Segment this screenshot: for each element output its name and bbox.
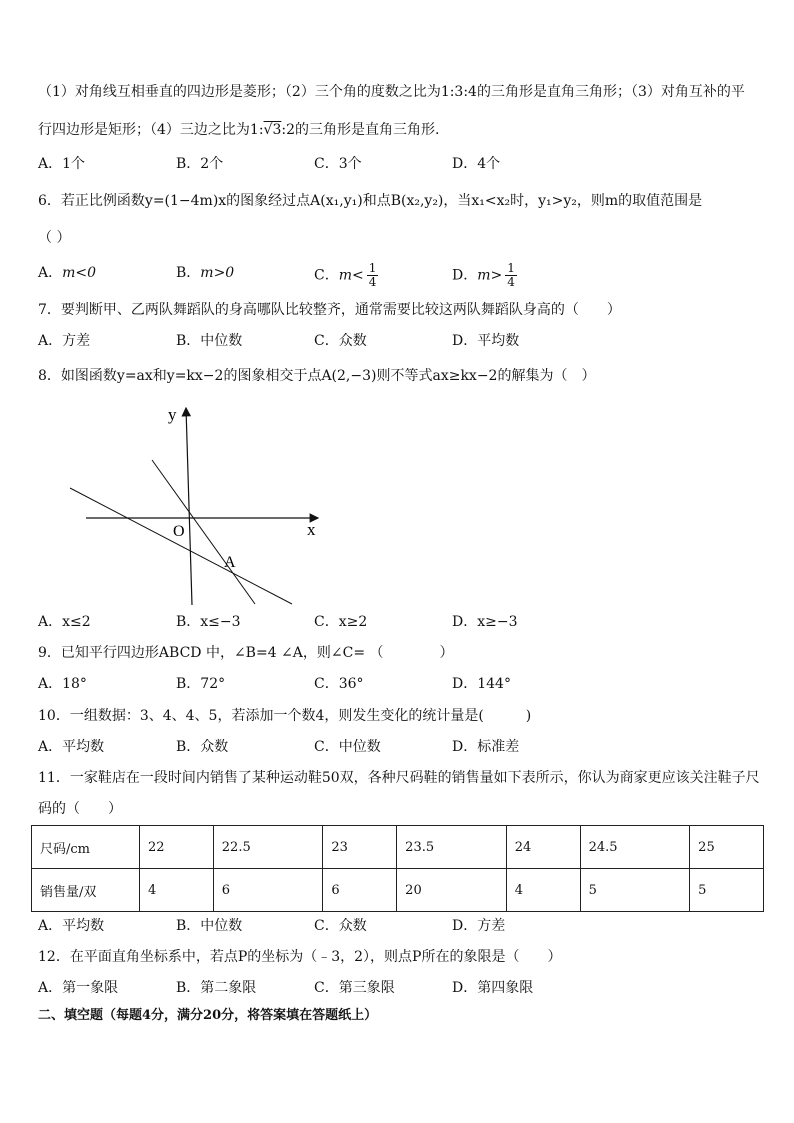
q9-option-d[interactable]: D．144° [452,676,511,692]
q5-option-c[interactable]: C．3个 [314,156,362,172]
q12-statement: 12．在平面直角坐标系中，若点P的坐标为（﹣3，2），则点P所在的象限是（ ） [38,949,562,965]
point-a-label: A [224,554,236,571]
q5-options [38,153,598,175]
q11-options [38,915,598,937]
section-2-heading: 二、填空题（每题4分，满分20分，将答案填在答题纸上） [38,1008,378,1023]
q6-option-a-label: A． [38,265,63,281]
table-cell: 22.5 [213,826,323,869]
q7-option-c[interactable]: C．众数 [314,333,367,349]
table-cell: 24.5 [580,826,690,869]
q8-statement: 8．如图函数y=ax和y=kx−2的图象相交于点A(2,−3)则不等式ax≥kx−2的解集为（ ） [38,368,596,384]
line-y-ax [70,488,292,604]
q10-options [38,736,598,758]
q7-option-b[interactable]: B．中位数 [176,333,243,349]
y-axis [186,408,192,605]
q9-option-a[interactable]: A．18° [38,676,87,692]
table-cell: 6 [323,869,397,912]
q6-option-a[interactable] [38,262,96,284]
table-cell: 5 [580,869,690,912]
q8-option-a[interactable]: A．x≤2 [38,614,91,630]
q12-options [38,977,598,999]
q11-sales-table [31,825,764,912]
q6-option-c-expr: m< [338,267,364,284]
q11-option-c[interactable]: C．众数 [314,918,367,934]
q6-statement-line1: 6．若正比例函数y=(1−4m)x的图象经过点A(x₁,y₁)和点B(x₂,y₂)，当x₁<x₂时，y₁>y₂，则m的取值范围是 [38,193,703,209]
q6-option-d-label: D． [452,267,478,284]
q12-option-c[interactable]: C．第三象限 [314,980,395,996]
table-cell: 24 [506,826,580,869]
q5-option-b[interactable]: B．2个 [176,156,224,172]
q7-statement: 7．要判断甲、乙两队舞蹈队的身高哪队比较整齐，通常需要比较这两队舞蹈队身高的（ ） [38,302,621,318]
q6-option-b[interactable] [176,262,234,284]
q11-option-a[interactable]: A．平均数 [38,918,105,934]
q6-option-c-label: C． [314,267,339,284]
q5-statement-line1: （1）对角线互相垂直的四边形是菱形；（2）三个角的度数之比为1:3:4的三角形是直角三角形；（3）对角互补的平 [38,84,745,100]
q6-options [38,261,598,289]
table-header-sales: 销售量/双 [32,869,140,912]
q9-options [38,673,598,695]
line-y-kx-minus-2 [152,460,255,604]
q10-option-c[interactable]: C．中位数 [314,739,381,755]
table-cell: 23 [323,826,397,869]
q8-options [38,611,598,633]
y-axis-label: y [168,405,177,424]
q5-option-a[interactable]: A．1个 [38,156,86,172]
q10-option-a[interactable]: A．平均数 [38,739,105,755]
q7-option-a[interactable]: A．方差 [38,333,91,349]
q6-option-b-expr: m>0 [200,265,235,281]
q5-statement-line2 [38,120,439,140]
fraction-numerator: 1 [368,261,377,275]
q8-option-d[interactable]: D．x≥−3 [452,614,518,630]
q6-option-b-label: B． [176,265,201,281]
origin-label: O [173,523,185,540]
q6-option-d-fraction [505,262,517,289]
q6-option-d-expr: m> [477,267,503,284]
table-cell: 20 [397,869,507,912]
q5-line2-part-b: :2的三角形是直角三角形. [281,122,440,138]
q7-option-d[interactable]: D．平均数 [452,333,520,349]
q6-option-c-fraction [367,262,379,289]
table-cell: 5 [690,869,764,912]
table-cell: 6 [213,869,323,912]
q6-option-a-expr: m<0 [62,265,97,281]
q12-option-d[interactable]: D．第四象限 [452,980,534,996]
q5-line2-part-a: 行四边形是矩形；（4）三边之比为1: [38,122,264,138]
q8-option-b[interactable]: B．x≤−3 [176,614,241,630]
q10-option-d[interactable]: D．标准差 [452,739,520,755]
table-cell: 4 [140,869,214,912]
q9-option-b[interactable]: B．72° [176,676,226,692]
table-header-size: 尺码/cm [32,826,140,869]
table-row [32,869,764,912]
table-row [32,826,764,869]
q12-option-a[interactable]: A．第一象限 [38,980,119,996]
q11-option-b[interactable]: B．中位数 [176,918,243,934]
q5-option-d[interactable]: D．4个 [452,156,501,172]
q7-options [38,330,598,352]
q6-option-d[interactable] [452,262,517,289]
q5-sqrt3: √3 [263,122,282,138]
q6-statement-line2: （ ） [38,230,71,246]
fraction-numerator: 1 [507,261,515,275]
table-cell: 22 [140,826,214,869]
fraction-denominator: 4 [507,275,515,289]
q12-option-b[interactable]: B．第二象限 [176,980,257,996]
fraction-denominator: 4 [368,275,377,289]
table-cell: 23.5 [397,826,507,869]
q6-option-c[interactable] [314,262,378,289]
q8-option-c[interactable]: C．x≥2 [314,614,368,630]
q11-option-d[interactable]: D．方差 [452,918,506,934]
q11-statement-line2: 码的（ ） [38,801,122,817]
q9-option-c[interactable]: C．36° [314,676,364,692]
table-cell: 25 [690,826,764,869]
q8-function-graph [60,402,316,608]
q10-option-b[interactable]: B．众数 [176,739,229,755]
q10-statement: 10．一组数据：3、4、4、5，若添加一个数4，则发生变化的统计量是( ) [38,708,532,724]
q11-statement-line1: 11．一家鞋店在一段时间内销售了某种运动鞋50双，各种尺码鞋的销售量如下表所示，你认为商家更应该关注鞋子尺 [38,770,760,786]
table-cell: 4 [506,869,580,912]
x-axis-label: x [307,520,316,539]
q9-statement: 9．已知平行四边形ABCD 中，∠B=4 ∠A，则∠C= （ ） [38,645,454,661]
